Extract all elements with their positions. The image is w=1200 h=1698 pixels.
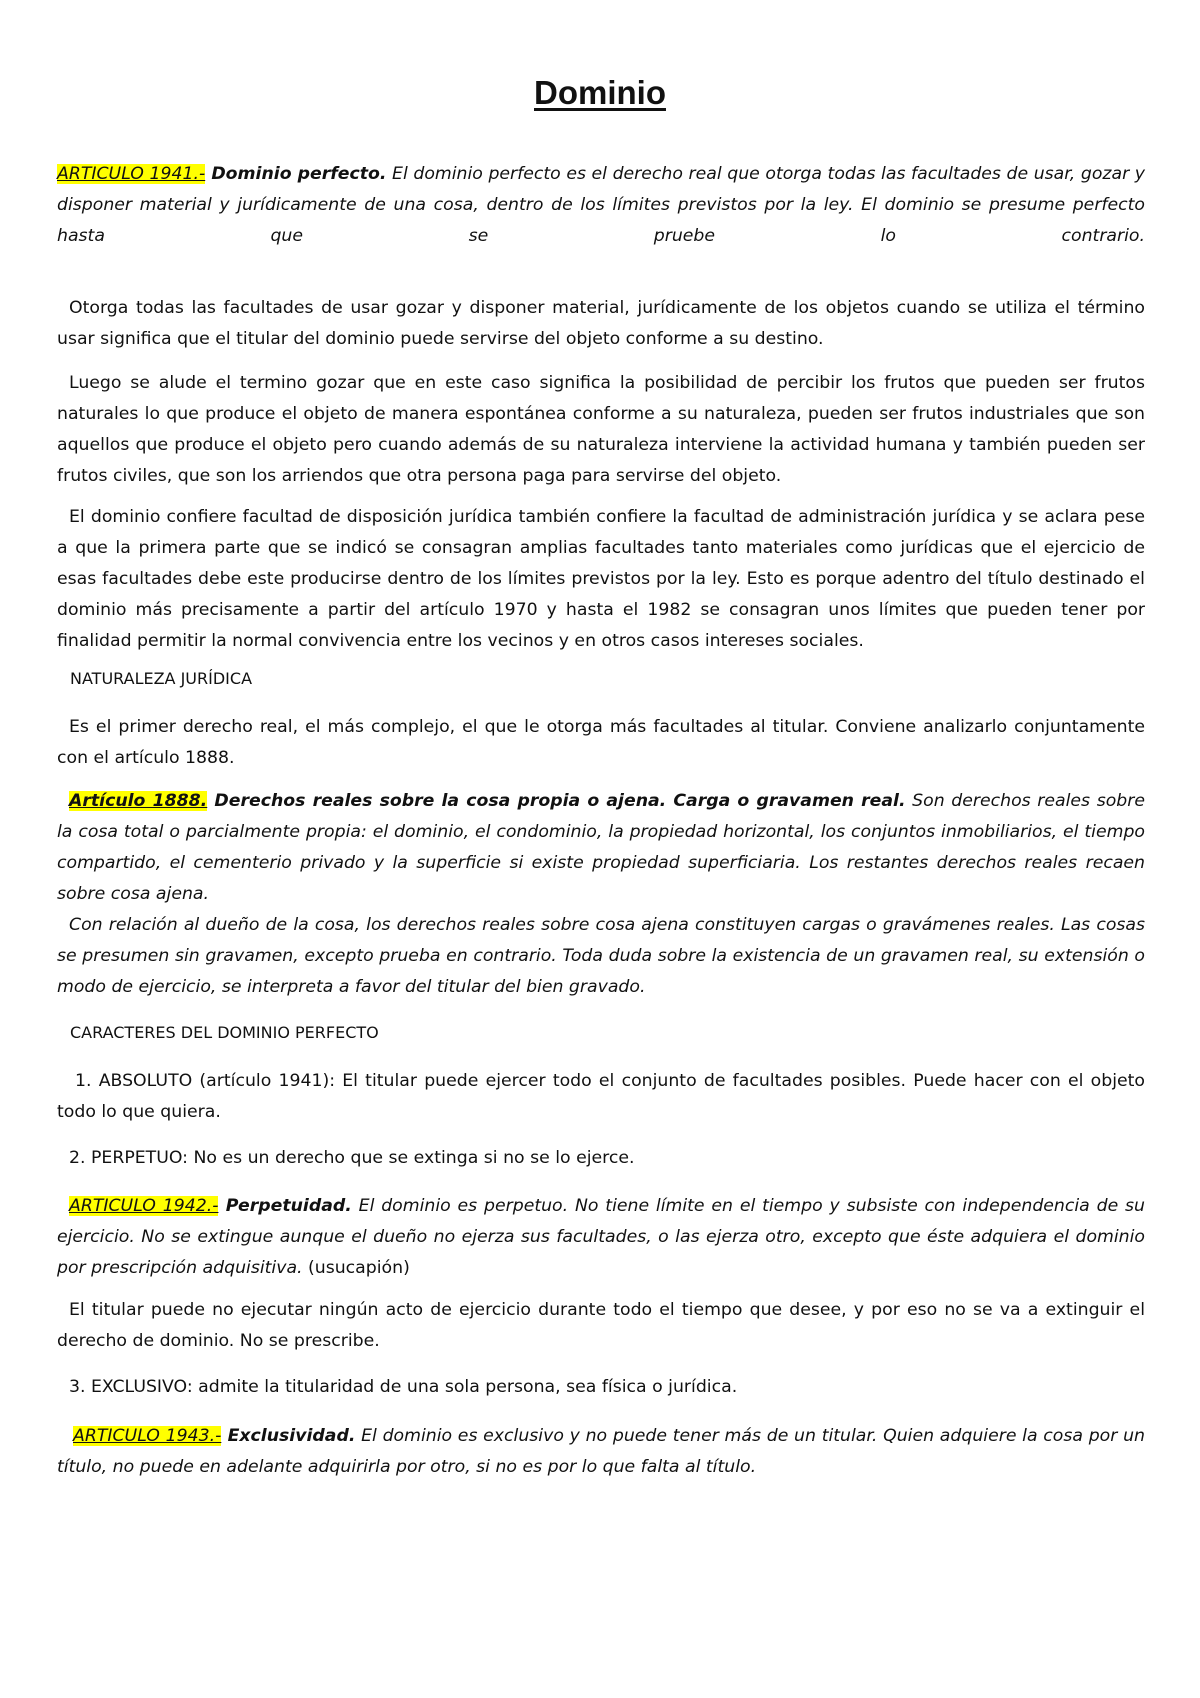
article-label: ARTICULO 1941.- bbox=[57, 164, 206, 184]
article-heading: Derechos reales sobre la cosa propia o ajena. Carga o gravamen real. bbox=[207, 791, 906, 811]
paragraph-text: 3. EXCLUSIVO: admite la titularidad de una sola persona, sea física o jurídica. bbox=[69, 1377, 738, 1397]
article-heading: Perpetuidad. bbox=[218, 1196, 352, 1216]
article-label: ARTICULO 1942.- bbox=[69, 1196, 219, 1216]
paragraph-text: Luego se alude el termino gozar que en este caso significa la posibilidad de percibir los frutos que pueden ser frutos naturales lo que produce el objeto de manera espontánea conforme a su naturaleza, pueden ser frutos industriales que son aquellos que produce el objeto pero cuando además de su naturaleza interviene la actividad humana y también pueden ser frutos civiles, que son los arriendos que otra persona paga para servirse del objeto. bbox=[57, 373, 1145, 486]
article-note: (usucapión) bbox=[302, 1258, 410, 1278]
paragraph-text: Es el primer derecho real, el más complejo, el que le otorga más facultades al titular. Conviene analizarlo conjuntamente con el artículo 1888. bbox=[57, 717, 1145, 768]
caracter-perpetuo bbox=[57, 1143, 1145, 1174]
article-text: El dominio perfecto es el derecho real que otorga todas las facultades de usar, gozar y disponer material y jurídicamente de una cosa, dentro de los límites previstos por la ley. El dominio se presume perfecto hasta que se pruebe lo contrario. bbox=[57, 164, 1145, 246]
article-1942 bbox=[57, 1191, 1145, 1284]
paragraph-text: 2. PERPETUO: No es un derecho que se extinga si no se lo ejerce. bbox=[69, 1148, 635, 1168]
page-title: Dominio bbox=[534, 74, 666, 111]
paragraph-usar bbox=[57, 293, 1145, 355]
paragraph-text: El titular puede no ejecutar ningún acto de ejercicio durante todo el tiempo que desee, y por eso no se va a extinguir el derecho de dominio. No se prescribe. bbox=[57, 1300, 1145, 1351]
article-1941 bbox=[57, 159, 1145, 252]
paragraph-text: 1. ABSOLUTO (artículo 1941): El titular puede ejercer todo el conjunto de facultades posibles. Puede hacer con el objeto todo lo que quiera. bbox=[57, 1071, 1145, 1122]
paragraph-text: Otorga todas las facultades de usar gozar y disponer material, jurídicamente de los objetos cuando se utiliza el término usar significa que el titular del dominio puede servirse del objeto conforme a su destino. bbox=[57, 298, 1145, 349]
paragraph-gozar bbox=[57, 368, 1145, 492]
article-label: Artículo 1888. bbox=[69, 791, 208, 811]
section-heading-naturaleza: NATURALEZA JURÍDICA bbox=[70, 669, 253, 688]
article-heading: Exclusividad. bbox=[221, 1426, 356, 1446]
article-heading: Dominio perfecto. bbox=[205, 164, 387, 184]
article-text: Son derechos reales sobre la cosa total o parcialmente propia: el dominio, el condominio, la propiedad horizontal, los conjuntos inmobiliarios, el tiempo compartido, el cementerio privado y la superficie si existe propiedad superficiaria. Los restantes derechos reales recaen sobre cosa ajena. bbox=[57, 791, 1145, 904]
paragraph-disposicion bbox=[57, 502, 1145, 657]
article-1888 bbox=[57, 786, 1145, 1003]
paragraph-text: El dominio confiere facultad de disposición jurídica también confiere la facultad de administración jurídica y se aclara pese a que la primera parte que se indicó se consagran amplias facultades tanto materiales como jurídicas que el ejercicio de esas facultades debe este producirse dentro de los límites previstos por la ley. Esto es porque adentro del título destinado el dominio más precisamente a partir del artículo 1970 y hasta el 1982 se consagran unos límites que pueden tener por finalidad permitir la normal convivencia entre los vecinos y en otros casos intereses sociales. bbox=[57, 507, 1145, 651]
article-text: El dominio es exclusivo y no puede tener más de un titular. Quien adquiere la cosa por un título, no puede en adelante adquirirla por otro, si no es por lo que falta al título. bbox=[57, 1426, 1145, 1477]
caracter-exclusivo bbox=[57, 1372, 1145, 1403]
paragraph-naturaleza bbox=[57, 712, 1145, 774]
caracter-absoluto bbox=[57, 1066, 1145, 1128]
article-1943 bbox=[57, 1421, 1145, 1483]
article-text-second: Con relación al dueño de la cosa, los derechos reales sobre cosa ajena constituyen cargas o gravámenes reales. Las cosas se presumen sin gravamen, excepto prueba en contrario. Toda duda sobre la existencia de un gravamen real, su extensión o modo de ejercicio, se interpreta a favor del titular del bien gravado. bbox=[57, 915, 1145, 997]
article-label: ARTICULO 1943.- bbox=[73, 1426, 222, 1446]
section-heading-caracteres: CARACTERES DEL DOMINIO PERFECTO bbox=[70, 1023, 379, 1042]
paragraph-prescripcion bbox=[57, 1295, 1145, 1357]
article-text: El dominio es perpetuo. No tiene límite en el tiempo y subsiste con independencia de su ejercicio. No se extingue aunque el dueño no ejerza sus facultades, o las ejerza otro, excepto que éste adquiera el dominio por prescripción adquisitiva. bbox=[57, 1196, 1145, 1278]
